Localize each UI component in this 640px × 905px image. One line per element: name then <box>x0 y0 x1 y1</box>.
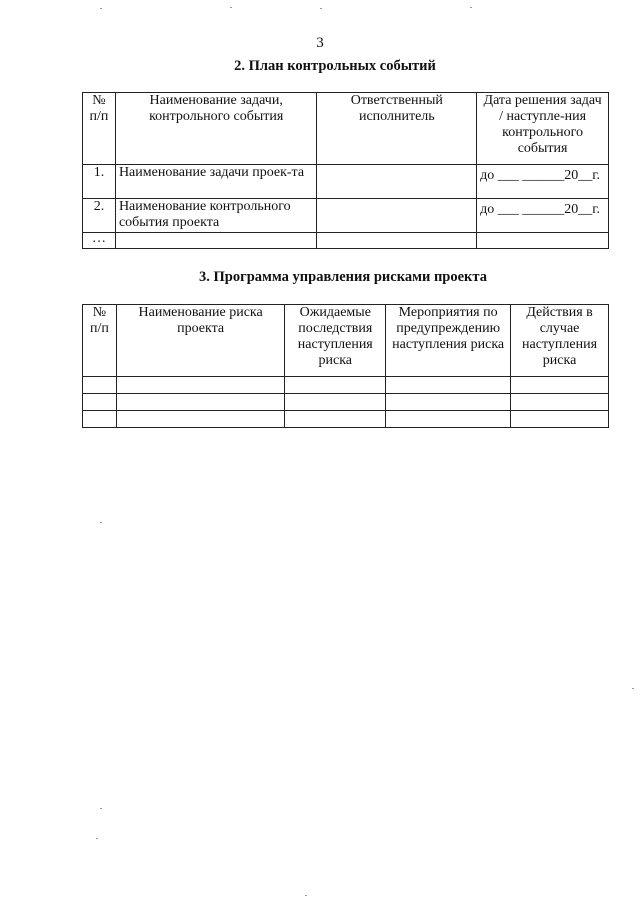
cell <box>386 411 511 428</box>
cell <box>511 394 609 411</box>
scan-speck <box>100 522 102 523</box>
cell <box>386 394 511 411</box>
header-num: № п/п <box>83 305 117 377</box>
table-row <box>83 233 609 249</box>
header-task-name: Наименование задачи, контрольного события <box>115 93 317 165</box>
header-executor: Ответственный исполнитель <box>317 93 477 165</box>
scan-speck <box>230 7 232 8</box>
cell <box>386 377 511 394</box>
cell <box>511 411 609 428</box>
cell <box>83 411 117 428</box>
row-num: 2. <box>83 199 116 233</box>
control-events-table <box>82 92 609 249</box>
cell <box>116 411 284 428</box>
section-2-title: 2. План контрольных событий <box>234 58 436 74</box>
scan-speck <box>100 808 102 809</box>
row-executor <box>317 165 477 199</box>
scan-speck <box>305 895 307 896</box>
scan-speck <box>96 838 98 839</box>
cell <box>511 377 609 394</box>
table-header-row <box>83 93 609 165</box>
row-num: 1. <box>83 165 116 199</box>
row-date: до ___ ______20__г. <box>477 165 609 199</box>
header-num: № п/п <box>83 93 116 165</box>
cell <box>285 377 386 394</box>
page-number: 3 <box>316 35 324 51</box>
risk-management-table <box>82 304 609 428</box>
cell <box>83 394 117 411</box>
row-date <box>477 233 609 249</box>
scan-speck <box>470 7 472 8</box>
header-prevention: Мероприятия по предупреждению наступления риска <box>386 305 511 377</box>
cell <box>285 411 386 428</box>
table-row <box>83 394 609 411</box>
table-row <box>83 165 609 199</box>
table-row <box>83 199 609 233</box>
row-date: до ___ ______20__г. <box>477 199 609 233</box>
table-row <box>83 411 609 428</box>
section-3-title: 3. Программа управления рисками проекта <box>199 269 487 285</box>
row-num: … <box>83 233 116 249</box>
header-date: Дата решения задач / наступле-ния контрольного события <box>477 93 609 165</box>
cell <box>285 394 386 411</box>
cell <box>83 377 117 394</box>
row-executor <box>317 233 477 249</box>
table-row <box>83 377 609 394</box>
row-task-name <box>115 233 317 249</box>
row-task-name: Наименование задачи проек-та <box>115 165 317 199</box>
row-executor <box>317 199 477 233</box>
scan-speck <box>632 688 634 689</box>
table-header-row <box>83 305 609 377</box>
header-actions: Действия в случае наступления риска <box>511 305 609 377</box>
header-consequences: Ожидаемые последствия наступления риска <box>285 305 386 377</box>
row-task-name: Наименование контрольного события проекта <box>115 199 317 233</box>
cell <box>116 377 284 394</box>
scan-speck <box>100 8 102 9</box>
header-risk-name: Наименование риска проекта <box>116 305 284 377</box>
cell <box>116 394 284 411</box>
scan-speck <box>320 8 322 9</box>
